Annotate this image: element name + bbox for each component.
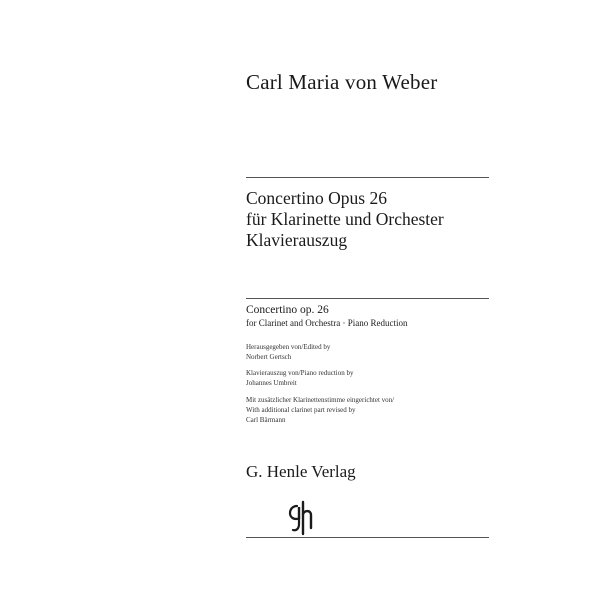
additional-part-label-en: With additional clarinet part revised by xyxy=(246,406,356,414)
english-subtitle: for Clarinet and Orchestra · Piano Reduction xyxy=(246,318,408,328)
composer-name: Carl Maria von Weber xyxy=(246,70,438,94)
divider-bottom xyxy=(246,537,489,538)
reducer-name: Johannes Umbreit xyxy=(246,379,297,387)
publisher-name: G. Henle Verlag xyxy=(246,462,356,481)
additional-part-label-de: Mit zusätzlicher Klarinettenstimme eingerichtet von/ xyxy=(246,396,395,404)
work-instrumentation: für Klarinette und Orchester xyxy=(246,209,444,229)
editor-name: Norbert Gertsch xyxy=(246,353,292,361)
work-edition-type: Klavierauszug xyxy=(246,230,348,250)
work-title: Concertino Opus 26 xyxy=(246,188,387,208)
henle-logo-icon xyxy=(286,500,316,536)
divider-top xyxy=(246,177,489,178)
english-title: Concertino op. 26 xyxy=(246,304,329,316)
reviser-name: Carl Bärmann xyxy=(246,416,286,424)
reduction-by-label: Klavierauszug von/Piano reduction by xyxy=(246,369,354,377)
divider-middle xyxy=(246,298,489,299)
edited-by-label: Herausgegeben von/Edited by xyxy=(246,343,331,351)
